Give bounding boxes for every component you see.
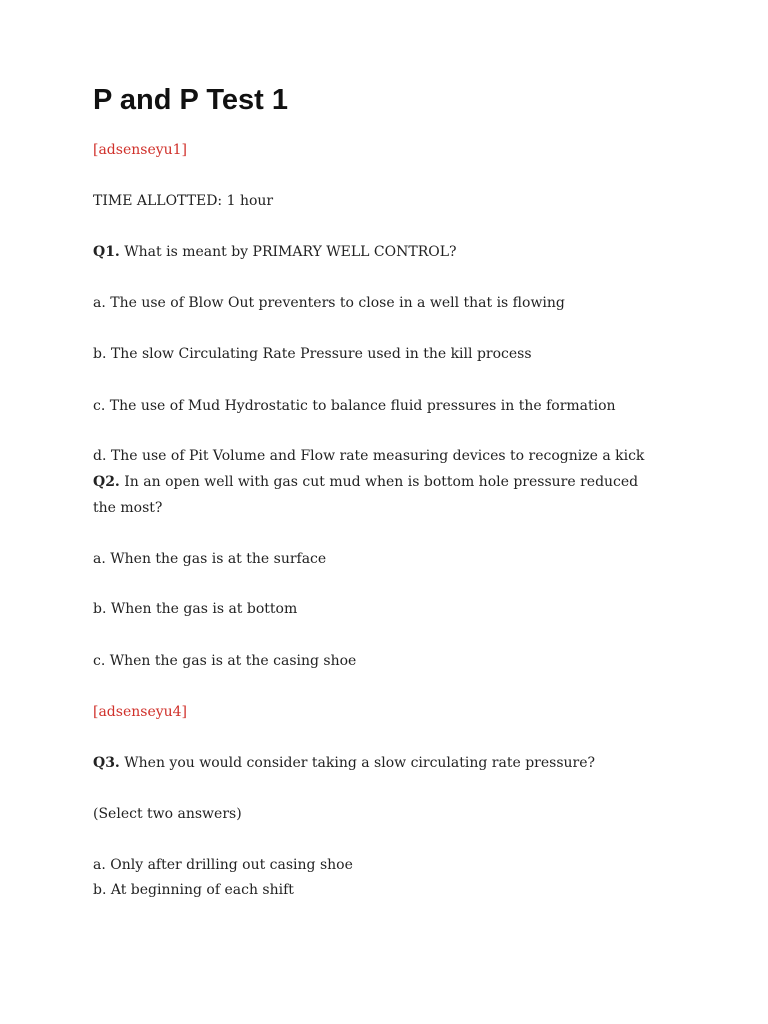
time-allotted: TIME ALLOTTED: 1 hour xyxy=(93,193,274,209)
q1-option-a: a. The use of Blow Out preventers to close in a well that is flowing xyxy=(93,295,565,311)
q1-option-b: b. The slow Circulating Rate Pressure used in the kill process xyxy=(93,346,532,362)
q3-option-b: b. At beginning of each shift xyxy=(93,882,294,898)
q2-option-c: c. When the gas is at the casing shoe xyxy=(93,653,357,669)
question-text: In an open well with gas cut mud when is bottom hole pressure reduced the most? xyxy=(93,474,639,516)
question-number: Q2. xyxy=(93,474,120,490)
q3-instruction: (Select two answers) xyxy=(93,806,242,822)
question-text: What is meant by PRIMARY WELL CONTROL? xyxy=(119,244,457,260)
question-3 xyxy=(93,750,595,776)
ad-placeholder-4: [adsenseyu4] xyxy=(93,704,188,720)
q1-option-c: c. The use of Mud Hydrostatic to balance fluid pressures in the formation xyxy=(93,398,616,414)
ad-placeholder-1: [adsenseyu1] xyxy=(93,142,188,158)
question-number: Q1. xyxy=(93,244,120,260)
q2-option-a: a. When the gas is at the surface xyxy=(93,551,327,567)
page-title: P and P Test 1 xyxy=(93,84,289,116)
question-text: When you would consider taking a slow circulating rate pressure? xyxy=(119,755,595,771)
question-1 xyxy=(93,239,457,265)
q2-option-b: b. When the gas is at bottom xyxy=(93,601,298,617)
q1-option-d: d. The use of Pit Volume and Flow rate measuring devices to recognize a kick xyxy=(93,448,645,464)
question-number: Q3. xyxy=(93,755,120,771)
q3-option-a: a. Only after drilling out casing shoe xyxy=(93,857,353,873)
question-2 xyxy=(93,469,653,521)
